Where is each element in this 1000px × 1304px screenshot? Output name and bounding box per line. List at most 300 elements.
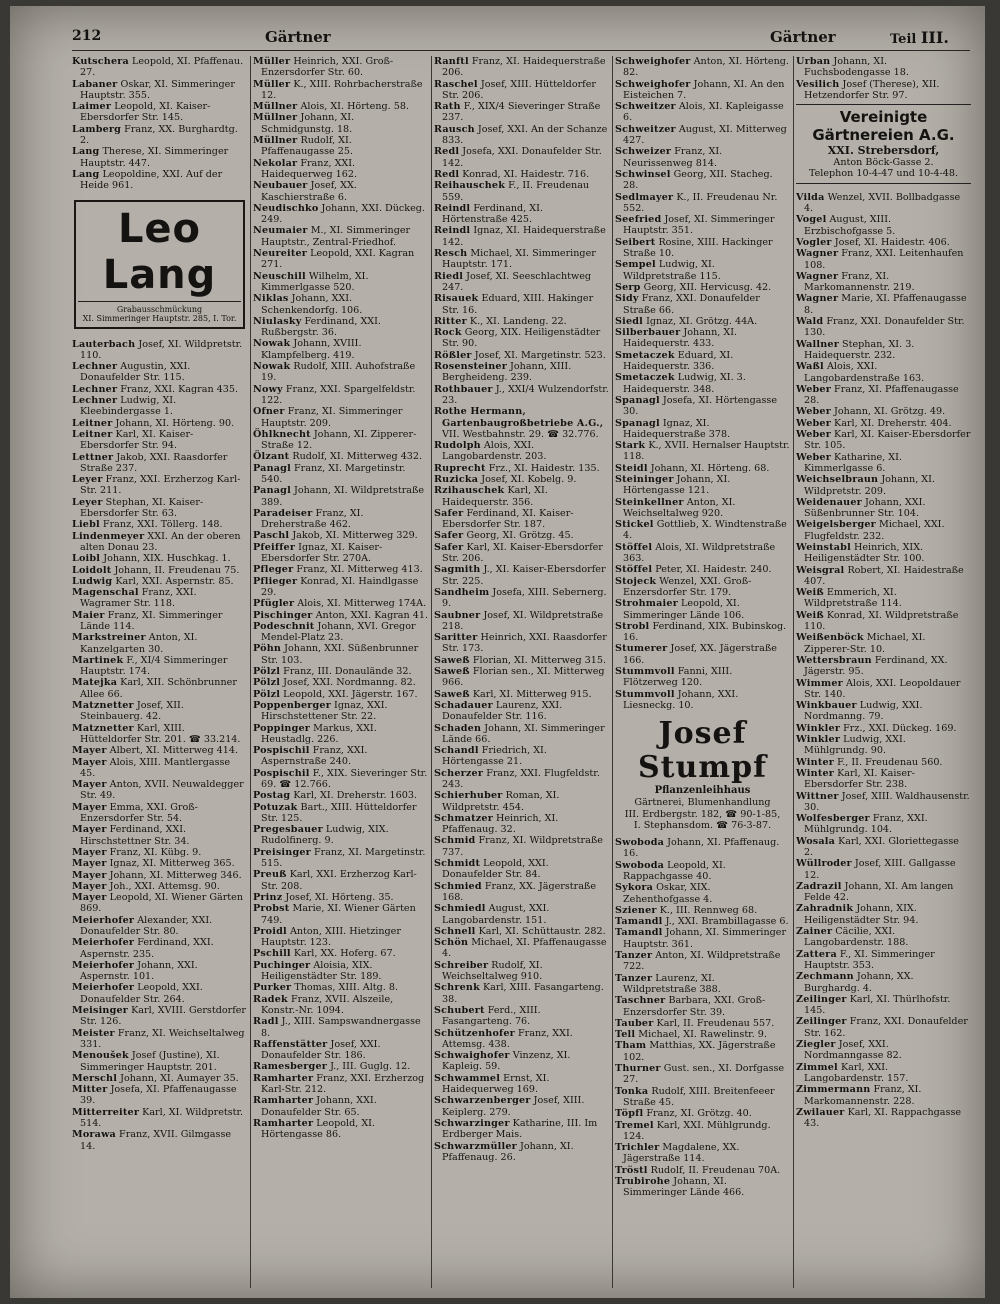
- entry-details: Josef, XI. Wildpretstr. 110.: [80, 338, 243, 361]
- directory-entry: [434, 225, 609, 248]
- directory-entry: [615, 973, 790, 996]
- entry-surname: Ramesberger: [253, 1061, 327, 1073]
- entry-details: Ferd., XIII. Fasangarteng. 76.: [442, 1004, 541, 1028]
- directory-entry: [72, 474, 247, 497]
- advert-josef-stumpf: [615, 717, 790, 831]
- directory-entry: [253, 542, 428, 565]
- entry-surname: Sandheim: [434, 586, 490, 598]
- directory-entry: [72, 757, 247, 780]
- entry-details: Ernst, XI. Haidequerweg 169.: [442, 1072, 550, 1096]
- directory-entry: [434, 530, 609, 541]
- entry-details: Karl, XI. Mitterweg 915.: [472, 688, 592, 700]
- entry-surname: Reindl: [434, 202, 471, 214]
- directory-page: [10, 6, 985, 1298]
- directory-entry: [434, 937, 609, 960]
- entry-details: Karl, XI. Kaiser-Ebersdorfer Str. 94.: [80, 428, 194, 452]
- directory-entry: [253, 361, 428, 384]
- directory-entry: [796, 757, 971, 768]
- entry-details: Josefa, XXI. Donaufelder Str. 142.: [442, 146, 602, 169]
- entry-details: F., II. Freudenau 560.: [837, 756, 943, 768]
- entry-surname: Schmied: [434, 880, 482, 892]
- entry-details: Leopold, XXI. Donaufelder Str. 264.: [80, 982, 203, 1005]
- entry-surname: Seibert: [615, 236, 656, 248]
- directory-entry: [434, 858, 609, 881]
- entry-surname: Zwilauer: [796, 1106, 845, 1118]
- entry-details: Josef, XXI. Nordmanng. 82.: [283, 677, 416, 689]
- directory-entry: [615, 905, 790, 916]
- entry-surname: Riedl: [434, 270, 464, 282]
- entry-details: Karl, XVIII. Gerstdorfer Str. 126.: [80, 1005, 247, 1028]
- entry-details: Stephan, XI. Kaiser-Ebersdorfer Str. 63.: [80, 496, 204, 520]
- entry-details: Ludwig, XI. 3. Haidequerstr. 348.: [623, 372, 746, 395]
- entry-surname: Steininger: [615, 473, 674, 485]
- entry-surname: Schmatzer: [434, 812, 493, 824]
- entry-details: F., II. Freudenau 559.: [442, 180, 590, 203]
- entry-details: Alexander, XXI. Donaufelder Str. 80.: [80, 914, 213, 937]
- entry-surname: Schweitzer: [615, 123, 676, 135]
- entry-list: [72, 56, 247, 192]
- directory-entry: [434, 406, 609, 440]
- directory-entry: [434, 463, 609, 474]
- entry-surname: Sagmith: [434, 564, 481, 576]
- entry-surname: Neuschill: [253, 270, 306, 282]
- directory-entry: [615, 316, 790, 327]
- entry-details: Ferdinand, XX. Jägerstr. 95.: [804, 654, 948, 678]
- entry-details: Josef, XXI. An der Schanze 833.: [442, 123, 608, 147]
- entry-surname: Risauek: [434, 293, 479, 305]
- entry-details: Georg, XII. Stacheg. 28.: [623, 168, 773, 192]
- entry-details: Franz, XI. Markomannenstr. 219.: [804, 270, 915, 294]
- directory-entry: [72, 361, 247, 384]
- entry-surname: Ruprecht: [434, 462, 486, 474]
- entry-surname: Poppenberger: [253, 699, 331, 711]
- directory-entry: [253, 112, 428, 135]
- entry-surname: Maier: [72, 609, 105, 621]
- entry-list: [253, 56, 428, 1141]
- entry-surname: Öhlknecht: [253, 428, 311, 440]
- part-word: Teil: [890, 32, 917, 47]
- entry-details: Barbara, XXI. Groß-Enzersdorfer Str. 39.: [623, 995, 766, 1018]
- entry-surname: Müllner: [253, 112, 298, 124]
- entry-surname: Pölzl: [253, 688, 281, 700]
- entry-details: Ferdinand, XIX. Bubinskog. 16.: [623, 620, 787, 644]
- entry-surname: Smetaczek: [615, 349, 675, 361]
- directory-entry: [615, 916, 790, 927]
- advert-name: Josef Stumpf: [638, 716, 767, 786]
- entry-details: Vinzenz, XI. Kapleig. 59.: [442, 1050, 571, 1073]
- directory-entry: [796, 361, 971, 384]
- entry-surname: Saweß: [434, 688, 470, 700]
- entry-details: Josef, XIII. Waldhausenstr. 30.: [804, 790, 970, 813]
- entry-details: Johann, XI. Mitterweg 346.: [109, 869, 242, 881]
- directory-entry: [434, 835, 609, 858]
- directory-entry: [434, 384, 609, 407]
- entry-details: Franz, XI. Neurissenweg 814.: [623, 146, 723, 169]
- page-header: [10, 28, 985, 50]
- entry-details: Johann, XI. Simmeringer Lände 466.: [623, 1176, 745, 1199]
- entry-details: J., XI. Kaiser-Ebersdorfer Str. 225.: [442, 564, 606, 587]
- entry-surname: Wagner: [796, 248, 839, 260]
- entry-details: Heinrich, XXI. Raasdorfer Str. 173.: [442, 632, 607, 655]
- directory-entry: [796, 655, 971, 678]
- directory-entry: [615, 395, 790, 418]
- directory-entry: [72, 1084, 247, 1107]
- directory-entry: [434, 1073, 609, 1096]
- entry-details: Karl, XXI. Mühlgrundg. 124.: [623, 1119, 771, 1142]
- directory-entry: [615, 474, 790, 497]
- directory-entry: [72, 937, 247, 960]
- entry-surname: Pfleger: [253, 564, 294, 576]
- entry-details: Karl, XIII. Hütteldorfer Str. 201. ☎ 33.214.: [80, 722, 241, 745]
- entry-details: J., XXI/4 Wulzendorfstr. 23.: [442, 383, 609, 406]
- directory-entry: [253, 802, 428, 825]
- directory-entry: [796, 237, 971, 248]
- entry-details: Franz, XXI. Töllerg. 148.: [102, 519, 223, 531]
- directory-entry: [253, 824, 428, 847]
- entry-surname: Urban: [796, 56, 831, 67]
- entry-list: [796, 56, 971, 101]
- directory-entry: [253, 768, 428, 791]
- entry-details: Thomas, XIII. Altg. 8.: [294, 982, 399, 994]
- entry-details: F., XIX/4 Sieveringer Straße 237.: [442, 101, 601, 124]
- entry-details: Ignaz, XI. Kaiser-Ebersdorfer Str. 270A.: [261, 541, 383, 565]
- entry-details: Franz, XI. Markomannenstr. 228.: [804, 1084, 922, 1107]
- directory-entry: [796, 610, 971, 633]
- directory-entry: [796, 858, 971, 881]
- directory-entry: [796, 587, 971, 610]
- directory-entry: [434, 350, 609, 361]
- entry-details: Gust. sen., XI. Dorfgasse 27.: [623, 1063, 785, 1086]
- entry-surname: Proidl: [253, 925, 287, 937]
- directory-entry: [72, 779, 247, 802]
- entry-details: Karl, XXI. Erzherzog Karl-Str. 208.: [261, 869, 417, 892]
- directory-entry: [796, 384, 971, 407]
- directory-entry: [434, 632, 609, 655]
- directory-entry: [72, 915, 247, 938]
- directory-entry: [615, 192, 790, 215]
- entry-surname: Ramharter: [253, 1072, 314, 1084]
- directory-entry: [615, 519, 790, 542]
- directory-entry: [434, 587, 609, 610]
- directory-entry: [253, 338, 428, 361]
- directory-entry: [253, 1061, 428, 1072]
- entry-details: Johann, XI. Wildpretstraße 389.: [261, 485, 425, 508]
- directory-entry: [72, 1073, 247, 1084]
- directory-entry: [72, 847, 247, 858]
- entry-details: Johann, XI. Fuchsbodengasse 18.: [804, 56, 909, 79]
- entry-surname: Panagl: [253, 485, 291, 497]
- directory-entry: [253, 1073, 428, 1096]
- entry-details: Leopoldine, XXI. Auf der Heide 961.: [80, 168, 223, 192]
- entry-details: Josef, XII. Steinbauerg. 42.: [80, 700, 184, 723]
- entry-details: Matthias, XX. Jägerstraße 102.: [623, 1040, 776, 1063]
- directory-entry: [615, 542, 790, 565]
- directory-entry: [72, 1129, 247, 1152]
- entry-surname: Zattera: [796, 948, 837, 960]
- entry-surname: Liebl: [72, 519, 100, 531]
- entry-surname: Weinstabl: [796, 541, 851, 553]
- entry-surname: Morawa: [72, 1129, 116, 1141]
- entry-details: Franz, XI. Wildpretstraße 737.: [442, 835, 603, 858]
- directory-entry: [253, 598, 428, 609]
- entry-details: Magdalene, XX. Jägerstraße 114.: [623, 1142, 740, 1165]
- entry-details: August, XIII. Erzbischofgasse 5.: [804, 214, 896, 237]
- entry-surname: Mayer: [72, 745, 107, 757]
- directory-entry: [253, 508, 428, 531]
- entry-surname: Weber: [796, 429, 831, 441]
- entry-details: Marie, XI. Wiener Gärten 749.: [261, 903, 416, 926]
- entry-surname: Tremel: [615, 1119, 654, 1131]
- directory-entry: [615, 497, 790, 520]
- entry-details: M., XI. Simmeringer Hauptstr., Zentral-Friedhof.: [261, 225, 411, 248]
- directory-entry: [253, 451, 428, 462]
- entry-details: August, XXI. Langobardenstr. 151.: [442, 903, 550, 926]
- entry-surname: Mayer: [72, 846, 107, 858]
- entry-details: Franz, XXI. Erzherzog Karl-Str. 212.: [261, 1072, 425, 1096]
- directory-entry: [72, 824, 247, 847]
- entry-surname: Niulasky: [253, 315, 302, 327]
- entry-details: Franz, XI. Weichseltalweg 331.: [80, 1027, 245, 1050]
- part-numeral: III.: [920, 28, 949, 47]
- directory-entry: [72, 384, 247, 395]
- entry-surname: Spanagl: [615, 417, 660, 429]
- entry-details: Johann, XVIII. Klampfelberg. 419.: [261, 338, 362, 361]
- directory-entry: [434, 542, 609, 565]
- entry-surname: Wagner: [796, 293, 839, 305]
- entry-details: Markus, XXI. Heustadlg. 226.: [261, 722, 377, 745]
- entry-surname: Purker: [253, 982, 292, 994]
- entry-details: Michael, XI. Zipperer-Str. 10.: [804, 632, 926, 655]
- directory-entry: [253, 293, 428, 316]
- entry-surname: Ofner: [253, 406, 285, 418]
- directory-entry: [796, 813, 971, 836]
- entry-surname: Schadauer: [434, 699, 493, 711]
- entry-surname: Nowy: [253, 383, 283, 395]
- entry-details: Ludwig, XIX. Rudolfinerg. 9.: [261, 824, 389, 847]
- directory-entry: [434, 723, 609, 746]
- entry-surname: Seefried: [615, 214, 662, 226]
- directory-entry: [253, 56, 428, 79]
- entry-details: Franz, XXI. Wagramer Str. 118.: [80, 587, 197, 610]
- directory-entry: [253, 203, 428, 226]
- directory-entry: [253, 485, 428, 508]
- entry-details: Johann, XXI. Aspernstr. 101.: [80, 959, 198, 983]
- directory-entry: [434, 1095, 609, 1118]
- directory-entry: [434, 327, 609, 350]
- directory-entry: [796, 700, 971, 723]
- directory-entry: [72, 56, 247, 79]
- entry-details: Georg, XII. Hervicusg. 42.: [643, 281, 772, 293]
- entry-surname: Paschl: [253, 530, 290, 542]
- directory-entry: [615, 79, 790, 102]
- directory-entry: [796, 497, 971, 520]
- entry-details: Karl, II. Freudenau 557.: [656, 1017, 775, 1029]
- directory-entry: [434, 1050, 609, 1073]
- entry-surname: Winkler: [796, 722, 841, 734]
- directory-entry: [253, 135, 428, 158]
- entry-details: Franz, XXI. Kagran 435.: [120, 383, 239, 395]
- entry-surname: Probst: [253, 903, 290, 915]
- entry-details: Ignaz, XI. Haidequerstraße 142.: [442, 225, 606, 248]
- entry-surname: Nekolar: [253, 157, 298, 169]
- entry-surname: Zahradnik: [796, 903, 854, 915]
- entry-surname: Mitterreiter: [72, 1106, 140, 1118]
- entry-surname: Schweighofer: [615, 56, 691, 67]
- directory-entry: [796, 214, 971, 237]
- entry-details: Franz, XXI. Haidequerweg 162.: [261, 157, 357, 180]
- entry-details: Katharine, XI. Kimmerlgasse 6.: [804, 451, 902, 474]
- entry-details: Georg, XI. Grötzg. 45.: [466, 530, 574, 542]
- entry-surname: Winter: [796, 767, 835, 779]
- entry-surname: Redl: [434, 168, 460, 180]
- entry-surname: Lang: [72, 168, 100, 180]
- entry-details: Johann, XI. Grötzg. 49.: [834, 406, 946, 418]
- entry-details: Johann, XI. Pfaffenaug. 16.: [623, 837, 780, 860]
- entry-surname: Poppinger: [253, 722, 311, 734]
- entry-surname: Weißenböck: [796, 632, 864, 644]
- entry-surname: Vogler: [796, 236, 832, 248]
- directory-entry: [615, 350, 790, 373]
- directory-entry: [796, 418, 971, 429]
- directory-entry: [615, 101, 790, 124]
- entry-details: Konrad, XI. Haidestr. 716.: [462, 168, 590, 180]
- directory-entry: [253, 790, 428, 801]
- entry-surname: Pischinger: [253, 609, 313, 621]
- entry-surname: Matznetter: [72, 722, 134, 734]
- advert-line: Anton Böck-Gasse 2.: [833, 157, 934, 169]
- directory-entry: [434, 271, 609, 294]
- directory-entry: [615, 418, 790, 441]
- directory-entry: [796, 406, 971, 417]
- directory-entry: [434, 203, 609, 226]
- directory-entry: [615, 666, 790, 689]
- directory-entry: [615, 576, 790, 599]
- entry-surname: Silberbauer: [615, 327, 681, 339]
- directory-entry: [796, 971, 971, 994]
- entry-surname: Safer: [434, 507, 464, 519]
- entry-surname: Ramharter: [253, 1117, 314, 1129]
- entry-surname: Meierhofer: [72, 914, 135, 926]
- entry-surname: Nowak: [253, 361, 291, 373]
- entry-surname: Serp: [615, 281, 641, 293]
- entry-surname: Pöhn: [253, 643, 282, 655]
- entry-details: Bart., XIII. Hütteldorfer Str. 125.: [261, 801, 417, 824]
- directory-entry: [253, 869, 428, 892]
- directory-entry: [72, 700, 247, 723]
- directory-entry: [434, 881, 609, 904]
- directory-entry: [796, 836, 971, 859]
- entry-surname: Saweß: [434, 666, 470, 678]
- entry-surname: Rothe Hermann, Gartenbaugroßbetriebe A.G.,: [434, 406, 604, 429]
- entry-surname: Leyer: [72, 474, 103, 486]
- directory-entry: [253, 1039, 428, 1062]
- entry-details: Rudolf, XI. Mitterweg 432.: [292, 451, 423, 463]
- directory-entry: [615, 372, 790, 395]
- directory-entry: [434, 474, 609, 485]
- advert-line: III. Erdbergstr. 182, ☎ 90-1-85,: [624, 808, 781, 820]
- entry-surname: Mayer: [72, 779, 107, 791]
- entry-surname: Müllner: [253, 135, 298, 147]
- entry-details: Emma, XXI. Groß-Enzersdorfer Str. 54.: [80, 801, 198, 825]
- directory-entry: [253, 903, 428, 926]
- directory-entry: [72, 881, 247, 892]
- entry-surname: Mitter: [72, 1084, 108, 1096]
- directory-entry: [72, 1050, 247, 1073]
- entry-surname: Winter: [796, 756, 835, 768]
- entry-details: Franz, XI. Simmeringer Hauptstr. 209.: [261, 406, 403, 429]
- directory-entry: [615, 1018, 790, 1029]
- entry-details: Rosine, XIII. Hackinger Straße 10.: [623, 236, 773, 260]
- directory-entry: [615, 1176, 790, 1199]
- entry-surname: Mayer: [72, 858, 107, 870]
- entry-list: [615, 837, 790, 1199]
- directory-entry: [434, 1118, 609, 1141]
- entry-surname: Lettner: [72, 451, 114, 463]
- entry-details: Josefa, XI. Pfaffenaugasse 39.: [80, 1084, 237, 1107]
- running-title-left: Gärtner: [265, 28, 331, 46]
- entry-details: Florian sen., XI. Mitterweg 966.: [442, 666, 605, 689]
- entry-details: Franz, XXI. Donaufelder Straße 66.: [623, 293, 760, 316]
- directory-entry: [72, 745, 247, 756]
- directory-entry: [796, 429, 971, 452]
- entry-list: [796, 192, 971, 1130]
- entry-surname: Steinkellner: [615, 496, 684, 508]
- entry-details: Oskar, XIX. Zehenthofgasse 4.: [623, 882, 713, 905]
- entry-details: Karl, XI. Rappachgasse 43.: [804, 1106, 962, 1130]
- entry-details: Leopold, XXI. Donaufelder Str. 84.: [442, 858, 549, 881]
- entry-surname: Niklas: [253, 293, 289, 305]
- directory-entry: [796, 994, 971, 1017]
- column-divider: [250, 56, 251, 1288]
- entry-surname: Weisgral: [796, 564, 845, 576]
- entry-details: Josef, XI. Margetinstr. 523.: [474, 349, 606, 361]
- entry-surname: Raffenstätter: [253, 1038, 328, 1050]
- entry-details: Joh., XXI. Attemsg. 90.: [109, 880, 220, 892]
- directory-entry: [796, 632, 971, 655]
- entry-surname: Smetaczek: [615, 372, 675, 384]
- entry-surname: Safer: [434, 541, 464, 553]
- entry-surname: Schützenhofer: [434, 1027, 515, 1039]
- directory-entry: [796, 734, 971, 757]
- entry-surname: Schrenk: [434, 982, 480, 994]
- entry-surname: Tauber: [615, 1017, 654, 1029]
- directory-entry: [253, 384, 428, 407]
- entry-details: Karl, XI. Dreherstr. 1603.: [293, 790, 418, 802]
- entry-surname: Mayer: [72, 756, 107, 768]
- entry-details: Franz, XXI. Spargelfeldstr. 122.: [261, 383, 416, 406]
- entry-details: Franz, XI. Margetinstr. 540.: [261, 462, 406, 485]
- directory-entry: [615, 1142, 790, 1165]
- directory-entry: [615, 1063, 790, 1086]
- entry-surname: Pschill: [253, 948, 291, 960]
- entry-surname: Wald: [796, 316, 824, 328]
- directory-entry: [253, 610, 428, 621]
- entry-details: Josef, XI. Kobelg. 9.: [481, 473, 577, 485]
- entry-details: Franz, XXI. Attemsg. 438.: [442, 1027, 573, 1050]
- entry-surname: Prinz: [253, 891, 283, 903]
- directory-entry: [434, 180, 609, 203]
- entry-surname: Kutschera: [72, 56, 129, 67]
- directory-entry: [72, 632, 247, 655]
- entry-details: J., XXI. Brambillagasse 6.: [665, 916, 789, 928]
- entry-details: K., XVII. Hernalser Hauptstr. 118.: [623, 440, 790, 463]
- entry-surname: Schwinsel: [615, 168, 671, 180]
- entry-details: Johann, XI. Schmidgunstg. 18.: [261, 112, 355, 135]
- entry-surname: Matznetter: [72, 700, 134, 712]
- divider: [796, 183, 971, 184]
- directory-entry: [72, 576, 247, 587]
- directory-entry: [253, 723, 428, 746]
